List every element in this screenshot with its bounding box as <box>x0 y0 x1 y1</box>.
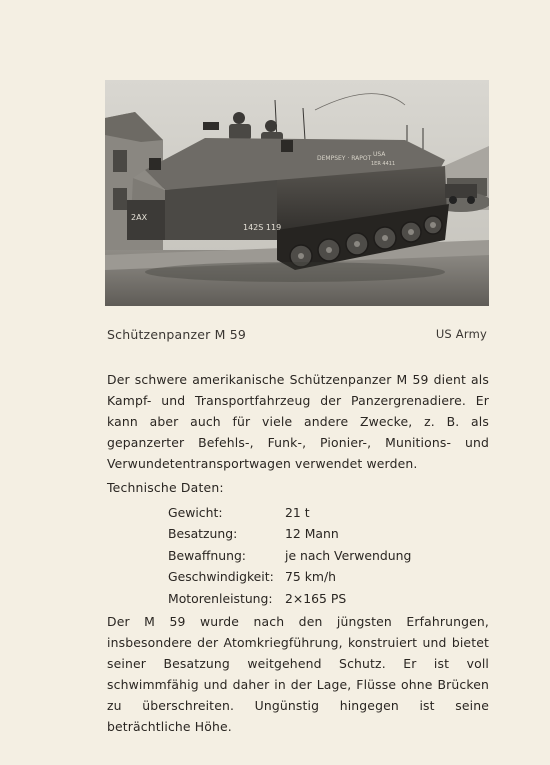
closing-paragraph: Der M 59 wurde nach den jüngsten Erfahrungen, insbesondere der Atomkriegführung, konstruiert und bietet seiner Besatzung weitgehend Schutz. Er ist voll schwimmfähig und daher in der Lage, Flüsse ohne Brücken zu überschreiten. Ungünstig hingegen ist seine beträchtliche Höhe. <box>107 614 489 734</box>
spec-row-crew <box>168 523 411 544</box>
m59-photo-illustration <box>105 80 489 306</box>
caption-vehicle-name: Schützenpanzer M 59 <box>107 327 247 342</box>
spec-value: 2×165 PS <box>285 590 347 606</box>
spec-label: Besatzung: <box>168 526 238 542</box>
vehicle-photo <box>105 80 489 306</box>
side-tag-marking-1: USA <box>373 151 386 158</box>
caption-photo-credit: US Army <box>435 327 487 341</box>
spec-row-armament <box>168 545 411 566</box>
technical-data-heading: Technische Daten: <box>107 480 224 495</box>
spec-label: Motorenleistung: <box>168 590 273 606</box>
side-tag-marking-2: 1ER 4411 <box>371 161 396 167</box>
spec-label: Gewicht: <box>168 505 223 520</box>
front-marking: 2AX <box>131 213 148 222</box>
spec-value: 75 km/h <box>285 569 336 585</box>
spec-value: 21 t <box>285 505 310 520</box>
spec-row-engine-power <box>168 588 411 609</box>
spec-value: 12 Mann <box>285 526 339 542</box>
spec-row-speed <box>168 566 411 587</box>
spec-label: Geschwindigkeit: <box>168 569 274 585</box>
side-name-marking: DEMPSEY · RAPOT <box>317 155 372 162</box>
spec-value: je nach Verwendung <box>285 547 412 563</box>
side-number-marking: 142S 119 <box>243 223 282 232</box>
spec-row-weight <box>168 502 411 523</box>
spec-label: Bewaffnung: <box>168 547 246 563</box>
technical-data-table <box>168 502 411 609</box>
intro-paragraph: Der schwere amerikanische Schützenpanzer M 59 dient als Kampf- und Transportfahrzeug der Panzergrenadiere. Er kann aber auch für viele andere Zwecke, z. B. als gepanzerter Befehls-, Funk-, Pionier-, Munitions- und Verwundetentransportwagen verwendet werden. <box>107 372 489 471</box>
